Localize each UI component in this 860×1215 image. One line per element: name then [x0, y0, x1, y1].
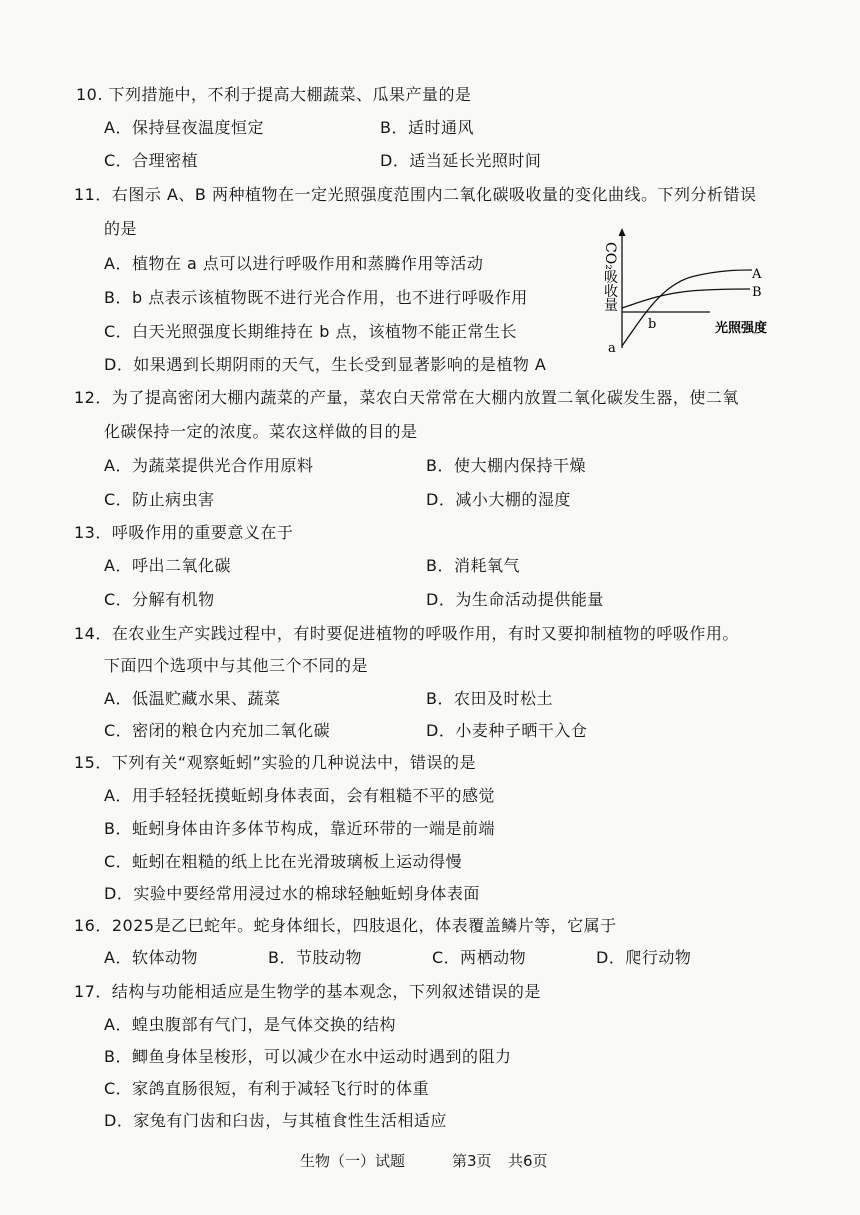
question-17-option-c: C．家鸽直肠很短，有利于减轻飞行时的体重	[104, 1079, 430, 1098]
question-16-option-d: D．爬行动物	[596, 948, 692, 967]
curve-b	[622, 289, 750, 308]
question-13-option-c: C．分解有机物	[104, 590, 215, 609]
question-11-option-c: C．白天光照强度长期维持在 b 点，该植物不能正常生长	[104, 322, 518, 341]
question-10-option-d: D．适当延长光照时间	[380, 151, 542, 170]
question-14-option-c: C．密闭的粮仓内充加二氧化碳	[104, 721, 331, 740]
question-15-option-b: B．蚯蚓身体由许多体节构成，靠近环带的一端是前端	[104, 819, 495, 838]
question-16-stem: 16．2025是乙巳蛇年。蛇身体细长，四肢退化，体表覆盖鳞片等，它属于	[74, 916, 617, 935]
question-15-option-d: D．实验中要经常用浸过水的棉球轻触蚯蚓身体表面	[104, 884, 480, 903]
question-16-option-a: A．软体动物	[104, 948, 198, 967]
question-11-option-a: A．植物在 a 点可以进行呼吸作用和蒸腾作用等活动	[104, 254, 484, 273]
question-10-option-a: A．保持昼夜温度恒定	[104, 118, 264, 137]
question-14-stem-cont: 下面四个选项中与其他三个不同的是	[104, 656, 369, 675]
question-10-option-c: C．合理密植	[104, 151, 199, 170]
question-16-option-c: C．两栖动物	[432, 948, 527, 967]
question-11-stem: 11．右图示 A、B 两种植物在一定光照强度范围内二氧化碳吸收量的变化曲线。下列分析错误	[74, 185, 757, 204]
question-12-option-d: D．减小大棚的湿度	[426, 490, 571, 509]
question-14-option-b: B．农田及时松土	[426, 689, 553, 708]
question-12-option-b: B．使大棚内保持干燥	[426, 456, 586, 475]
x-axis-label: 光照强度	[715, 321, 768, 336]
point-a-label: a	[608, 341, 616, 356]
footer-page-number: 第3页	[452, 1152, 492, 1170]
curve-a-label: A	[752, 267, 762, 282]
question-14-option-d: D．小麦种子晒干入仓	[426, 721, 588, 740]
y-axis-arrow	[619, 228, 626, 236]
question-17-stem: 17．结构与功能相适应是生物学的基本观念，下列叙述错误的是	[74, 982, 541, 1001]
question-15-option-a: A．用手轻轻抚摸蚯蚓身体表面，会有粗糙不平的感觉	[104, 786, 495, 805]
question-10-stem: 10. 下列措施中，不利于提高大棚蔬菜、瓜果产量的是	[76, 85, 472, 104]
footer-total-pages: 共6页	[508, 1152, 548, 1170]
question-13-option-d: D．为生命活动提供能量	[426, 590, 604, 609]
question-15-stem: 15．下列有关“观察蚯蚓”实验的几种说法中，错误的是	[74, 753, 476, 772]
question-11-stem-cont: 的是	[104, 219, 138, 238]
question-14-stem: 14．在农业生产实践过程中，有时要促进植物的呼吸作用，有时又要抑制植物的呼吸作用。	[74, 624, 739, 643]
question-12-stem: 12．为了提高密闭大棚内蔬菜的产量，菜农白天常常在大棚内放置二氧化碳发生器，使二氧	[74, 388, 739, 407]
co2-absorption-diagram	[600, 228, 800, 358]
question-17-option-d: D．家兔有门齿和臼齿，与其植食性生活相适应	[104, 1111, 447, 1130]
question-10-option-b: B．适时通风	[380, 118, 474, 137]
question-12-stem-cont: 化碳保持一定的浓度。菜农这样做的目的是	[104, 422, 418, 441]
question-14-option-a: A．低温贮藏水果、蔬菜	[104, 689, 281, 708]
question-13-stem: 13．呼吸作用的重要意义在于	[74, 523, 294, 542]
point-b-label: b	[648, 317, 657, 332]
question-12-option-c: C．防止病虫害	[104, 490, 215, 509]
curve-b-label: B	[752, 285, 762, 300]
question-13-option-a: A．呼出二氧化碳	[104, 556, 231, 575]
question-11-option-b: B．b 点表示该植物既不进行光合作用，也不进行呼吸作用	[104, 288, 528, 307]
y-axis-label: CO₂吸收量	[602, 242, 618, 312]
question-13-option-b: B．消耗氧气	[426, 556, 520, 575]
question-15-option-c: C．蚯蚓在粗糙的纸上比在光滑玻璃板上运动得慢	[104, 852, 463, 871]
question-12-option-a: A．为蔬菜提供光合作用原料	[104, 456, 314, 475]
question-16-option-b: B．节肢动物	[268, 948, 362, 967]
question-17-option-a: A．蝗虫腹部有气门，是气体交换的结构	[104, 1015, 396, 1034]
question-11-option-d: D．如果遇到长期阴雨的天气，生长受到显著影响的是植物 A	[104, 355, 547, 374]
footer-subject: 生物（一）试题	[300, 1152, 406, 1170]
question-17-option-b: B．鲫鱼身体呈梭形，可以减少在水中运动时遇到的阻力	[104, 1047, 512, 1066]
